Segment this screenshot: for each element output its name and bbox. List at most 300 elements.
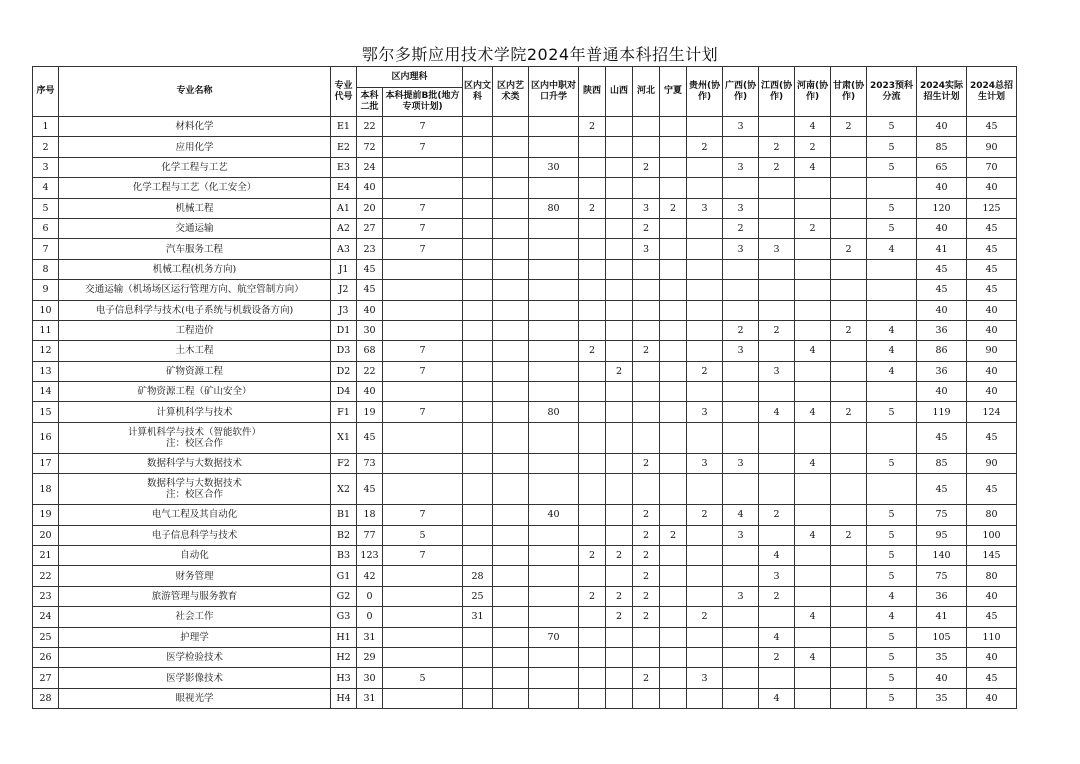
cell-pre2023 <box>867 422 917 453</box>
major-name: 机械工程 <box>175 202 214 214</box>
cell-shanxi <box>606 239 633 259</box>
cell-gansu <box>831 505 867 525</box>
cell-ningxia <box>660 688 687 708</box>
cell-hebei <box>633 627 660 647</box>
cell-guangxi <box>723 137 759 157</box>
cell-total2024: 90 <box>967 137 1017 157</box>
cell-arts <box>463 178 493 198</box>
cell-arts <box>463 137 493 157</box>
cell-jiangxi <box>759 280 795 300</box>
cell-ningxia <box>660 320 687 340</box>
cell-ningxia <box>660 280 687 300</box>
table-row <box>33 453 1017 473</box>
cell-seq: 20 <box>33 525 59 545</box>
cell-code: E2 <box>331 137 357 157</box>
table-row <box>33 239 1017 259</box>
cell-guizhou <box>687 239 723 259</box>
cell-shaanxi <box>579 320 606 340</box>
cell-arts <box>463 280 493 300</box>
cell-seq: 24 <box>33 607 59 627</box>
cell-actual2024: 75 <box>917 566 967 586</box>
cell-gansu: 2 <box>831 320 867 340</box>
cell-hebei: 2 <box>633 546 660 566</box>
cell-henan <box>795 505 831 525</box>
major-name: 医学检验技术 <box>165 652 223 664</box>
cell-shanxi <box>606 688 633 708</box>
cell-guangxi: 3 <box>723 198 759 218</box>
cell-hebei: 2 <box>633 341 660 361</box>
cell-shaanxi: 2 <box>579 546 606 566</box>
header-pre2023: 2023预科分流 <box>867 67 917 117</box>
cell-sci-early: 7 <box>383 117 463 137</box>
major-name: 电子信息科学与技术 <box>151 529 238 541</box>
cell-shaanxi <box>579 453 606 473</box>
cell-arts <box>463 668 493 688</box>
header-art-sport: 区内艺术类 <box>493 67 529 117</box>
cell-sci-early: 7 <box>383 239 463 259</box>
major-name: 应用化学 <box>175 141 214 153</box>
cell-pre2023: 5 <box>867 137 917 157</box>
cell-total2024: 110 <box>967 627 1017 647</box>
cell-total2024: 125 <box>967 198 1017 218</box>
cell-shanxi <box>606 341 633 361</box>
cell-art-sport <box>493 546 529 566</box>
cell-gansu <box>831 361 867 381</box>
cell-seq: 6 <box>33 218 59 238</box>
cell-shaanxi <box>579 422 606 453</box>
cell-seq: 14 <box>33 382 59 402</box>
cell-seq: 10 <box>33 300 59 320</box>
major-name: 机械工程(机务方向) <box>152 263 237 275</box>
major-note: 注：校区合作 <box>165 437 223 449</box>
cell-art-sport <box>493 505 529 525</box>
cell-guizhou <box>687 647 723 667</box>
cell-ningxia <box>660 453 687 473</box>
cell-shaanxi <box>579 505 606 525</box>
cell-art-sport <box>493 300 529 320</box>
cell-pre2023 <box>867 259 917 279</box>
cell-ningxia <box>660 341 687 361</box>
cell-code: D4 <box>331 382 357 402</box>
cell-guangxi: 3 <box>723 117 759 137</box>
table-row <box>33 546 1017 566</box>
table-row <box>33 525 1017 545</box>
cell-arts: 31 <box>463 607 493 627</box>
cell-gansu <box>831 627 867 647</box>
cell-code: E4 <box>331 178 357 198</box>
cell-henan <box>795 198 831 218</box>
cell-pre2023: 4 <box>867 607 917 627</box>
cell-total2024: 45 <box>967 259 1017 279</box>
cell-guizhou <box>687 218 723 238</box>
major-name: 材料化学 <box>175 121 214 133</box>
cell-hebei <box>633 300 660 320</box>
cell-shanxi <box>606 453 633 473</box>
cell-henan <box>795 280 831 300</box>
cell-pre2023: 4 <box>867 341 917 361</box>
cell-sci-b2: 31 <box>357 688 383 708</box>
cell-code: D2 <box>331 361 357 381</box>
cell-vocational <box>529 525 579 545</box>
cell-seq: 18 <box>33 474 59 505</box>
cell-gansu <box>831 157 867 177</box>
cell-jiangxi: 4 <box>759 627 795 647</box>
cell-code: G1 <box>331 566 357 586</box>
cell-guizhou <box>687 546 723 566</box>
cell-arts <box>463 546 493 566</box>
cell-actual2024: 45 <box>917 280 967 300</box>
page-title: 鄂尔多斯应用技术学院2024年普通本科招生计划 <box>361 45 719 64</box>
cell-sci-early <box>383 320 463 340</box>
cell-ningxia <box>660 668 687 688</box>
major-name: 汽车服务工程 <box>165 243 223 255</box>
cell-shanxi <box>606 627 633 647</box>
cell-seq: 15 <box>33 402 59 422</box>
cell-pre2023 <box>867 300 917 320</box>
cell-henan <box>795 320 831 340</box>
cell-henan: 4 <box>795 157 831 177</box>
cell-jiangxi <box>759 218 795 238</box>
header-seq: 序号 <box>33 67 59 117</box>
cell-shanxi: 2 <box>606 546 633 566</box>
cell-gansu <box>831 341 867 361</box>
cell-seq: 22 <box>33 566 59 586</box>
major-name: 电子信息科学与技术(电子系统与机载设备方向) <box>95 304 294 316</box>
cell-code: F2 <box>331 453 357 473</box>
cell-art-sport <box>493 218 529 238</box>
cell-henan: 4 <box>795 341 831 361</box>
cell-sci-early: 7 <box>383 218 463 238</box>
cell-actual2024: 40 <box>917 382 967 402</box>
table-row <box>33 137 1017 157</box>
cell-sci-early <box>383 453 463 473</box>
cell-pre2023: 4 <box>867 320 917 340</box>
cell-henan <box>795 474 831 505</box>
cell-art-sport <box>493 320 529 340</box>
cell-guangxi <box>723 474 759 505</box>
cell-gansu <box>831 300 867 320</box>
cell-jiangxi: 2 <box>759 647 795 667</box>
cell-actual2024: 40 <box>917 668 967 688</box>
cell-henan <box>795 422 831 453</box>
cell-shanxi <box>606 259 633 279</box>
cell-actual2024: 85 <box>917 453 967 473</box>
cell-total2024: 40 <box>967 382 1017 402</box>
cell-shanxi <box>606 525 633 545</box>
header-henan: 河南(协作) <box>795 67 831 117</box>
cell-shanxi <box>606 280 633 300</box>
cell-hebei: 2 <box>633 218 660 238</box>
cell-pre2023: 5 <box>867 668 917 688</box>
table-row <box>33 218 1017 238</box>
cell-vocational <box>529 453 579 473</box>
cell-arts <box>463 259 493 279</box>
cell-jiangxi: 2 <box>759 137 795 157</box>
cell-seq: 1 <box>33 117 59 137</box>
cell-seq: 7 <box>33 239 59 259</box>
cell-guangxi <box>723 361 759 381</box>
cell-actual2024: 40 <box>917 117 967 137</box>
cell-guangxi <box>723 402 759 422</box>
cell-seq: 19 <box>33 505 59 525</box>
cell-sci-early <box>383 586 463 606</box>
cell-sci-b2: 40 <box>357 300 383 320</box>
cell-art-sport <box>493 137 529 157</box>
cell-shaanxi: 2 <box>579 341 606 361</box>
cell-arts <box>463 474 493 505</box>
cell-sci-b2: 42 <box>357 566 383 586</box>
cell-guangxi: 3 <box>723 341 759 361</box>
cell-sci-b2: 22 <box>357 361 383 381</box>
cell-sci-b2: 45 <box>357 422 383 453</box>
major-name: 自动化 <box>180 550 209 562</box>
major-name: 医学影像技术 <box>165 672 223 684</box>
cell-gansu <box>831 647 867 667</box>
cell-code: D3 <box>331 341 357 361</box>
cell-actual2024: 85 <box>917 137 967 157</box>
cell-guizhou <box>687 157 723 177</box>
cell-vocational <box>529 607 579 627</box>
cell-gansu <box>831 566 867 586</box>
cell-seq: 8 <box>33 259 59 279</box>
header-guizhou: 贵州(协作) <box>687 67 723 117</box>
cell-arts <box>463 341 493 361</box>
cell-vocational <box>529 647 579 667</box>
table-row <box>33 627 1017 647</box>
cell-sci-b2: 18 <box>357 505 383 525</box>
cell-actual2024: 35 <box>917 688 967 708</box>
cell-vocational <box>529 422 579 453</box>
cell-shanxi <box>606 422 633 453</box>
cell-vocational <box>529 178 579 198</box>
cell-guizhou <box>687 422 723 453</box>
cell-seq: 9 <box>33 280 59 300</box>
cell-guangxi: 2 <box>723 320 759 340</box>
cell-vocational: 80 <box>529 198 579 218</box>
cell-jiangxi: 4 <box>759 402 795 422</box>
cell-guizhou: 2 <box>687 137 723 157</box>
cell-shanxi: 2 <box>606 607 633 627</box>
cell-sci-early <box>383 178 463 198</box>
cell-guangxi: 3 <box>723 525 759 545</box>
cell-guizhou <box>687 300 723 320</box>
cell-code: X1 <box>331 422 357 453</box>
cell-shanxi <box>606 382 633 402</box>
cell-ningxia <box>660 382 687 402</box>
cell-art-sport <box>493 117 529 137</box>
cell-sci-b2: 0 <box>357 607 383 627</box>
cell-major <box>59 178 331 198</box>
cell-actual2024: 45 <box>917 422 967 453</box>
cell-guizhou: 3 <box>687 402 723 422</box>
cell-art-sport <box>493 647 529 667</box>
cell-pre2023: 5 <box>867 402 917 422</box>
header-major: 专业名称 <box>59 67 331 117</box>
cell-total2024: 45 <box>967 668 1017 688</box>
cell-total2024: 40 <box>967 300 1017 320</box>
cell-ningxia <box>660 607 687 627</box>
cell-code: H3 <box>331 668 357 688</box>
cell-shaanxi <box>579 402 606 422</box>
cell-guangxi: 3 <box>723 586 759 606</box>
cell-guangxi <box>723 688 759 708</box>
cell-ningxia <box>660 586 687 606</box>
major-name: 交通运输（机场场区运行管理方向、航空管制方向） <box>85 284 304 296</box>
cell-jiangxi: 4 <box>759 546 795 566</box>
cell-arts <box>463 239 493 259</box>
cell-guizhou <box>687 688 723 708</box>
cell-guizhou <box>687 474 723 505</box>
cell-sci-b2: 40 <box>357 178 383 198</box>
cell-code: B2 <box>331 525 357 545</box>
major-name: 工程造价 <box>175 325 214 337</box>
cell-sci-b2: 68 <box>357 341 383 361</box>
cell-jiangxi: 2 <box>759 586 795 606</box>
table-row <box>33 117 1017 137</box>
cell-major <box>59 117 331 137</box>
cell-vocational <box>529 117 579 137</box>
cell-art-sport <box>493 402 529 422</box>
cell-jiangxi: 3 <box>759 566 795 586</box>
table-row <box>33 566 1017 586</box>
cell-ningxia <box>660 505 687 525</box>
cell-sci-early <box>383 688 463 708</box>
cell-gansu <box>831 668 867 688</box>
cell-sci-early <box>383 300 463 320</box>
cell-gansu <box>831 453 867 473</box>
cell-code: B3 <box>331 546 357 566</box>
cell-guizhou: 2 <box>687 607 723 627</box>
cell-gansu: 2 <box>831 239 867 259</box>
cell-total2024: 70 <box>967 157 1017 177</box>
cell-vocational <box>529 320 579 340</box>
cell-ningxia <box>660 117 687 137</box>
table-row <box>33 668 1017 688</box>
cell-art-sport <box>493 157 529 177</box>
major-name: 财务管理 <box>175 570 214 582</box>
major-name: 矿物资源工程 <box>165 365 223 377</box>
cell-jiangxi <box>759 341 795 361</box>
cell-code: A3 <box>331 239 357 259</box>
cell-shaanxi <box>579 382 606 402</box>
cell-shaanxi <box>579 157 606 177</box>
cell-code: X2 <box>331 474 357 505</box>
cell-ningxia <box>660 259 687 279</box>
cell-actual2024: 36 <box>917 320 967 340</box>
cell-jiangxi <box>759 198 795 218</box>
cell-sci-early: 5 <box>383 668 463 688</box>
cell-major <box>59 341 331 361</box>
cell-pre2023: 4 <box>867 586 917 606</box>
cell-sci-early <box>383 157 463 177</box>
cell-jiangxi <box>759 300 795 320</box>
cell-sci-early: 7 <box>383 361 463 381</box>
cell-seq: 2 <box>33 137 59 157</box>
cell-sci-early: 7 <box>383 505 463 525</box>
cell-vocational <box>529 382 579 402</box>
cell-sci-b2: 29 <box>357 647 383 667</box>
cell-actual2024: 36 <box>917 586 967 606</box>
cell-major <box>59 402 331 422</box>
cell-ningxia <box>660 474 687 505</box>
cell-hebei: 2 <box>633 586 660 606</box>
major-note: 注：校区合作 <box>165 489 223 501</box>
cell-vocational <box>529 137 579 157</box>
cell-hebei: 2 <box>633 607 660 627</box>
major-name: 旅游管理与服务教育 <box>151 591 238 602</box>
cell-hebei: 2 <box>633 453 660 473</box>
cell-shaanxi <box>579 259 606 279</box>
cell-gansu <box>831 218 867 238</box>
cell-gansu <box>831 688 867 708</box>
header-arts: 区内文科 <box>463 67 493 117</box>
cell-vocational <box>529 300 579 320</box>
cell-henan <box>795 668 831 688</box>
cell-jiangxi <box>759 474 795 505</box>
cell-actual2024: 41 <box>917 239 967 259</box>
cell-guizhou <box>687 178 723 198</box>
cell-vocational: 40 <box>529 505 579 525</box>
cell-code: G2 <box>331 586 357 606</box>
table-row <box>33 422 1017 453</box>
cell-hebei <box>633 361 660 381</box>
cell-guangxi: 3 <box>723 239 759 259</box>
cell-major <box>59 239 331 259</box>
cell-sci-early: 7 <box>383 137 463 157</box>
cell-code: E1 <box>331 117 357 137</box>
cell-arts <box>463 422 493 453</box>
cell-pre2023 <box>867 280 917 300</box>
header-shaanxi: 陕西 <box>579 67 606 117</box>
cell-major <box>59 668 331 688</box>
cell-guizhou <box>687 341 723 361</box>
cell-shaanxi: 2 <box>579 198 606 218</box>
cell-major <box>59 688 331 708</box>
cell-guangxi <box>723 668 759 688</box>
cell-guangxi <box>723 546 759 566</box>
cell-shanxi: 2 <box>606 586 633 606</box>
cell-henan <box>795 627 831 647</box>
cell-art-sport <box>493 198 529 218</box>
table-row <box>33 586 1017 606</box>
cell-sci-b2: 40 <box>357 382 383 402</box>
cell-henan <box>795 300 831 320</box>
cell-henan <box>795 259 831 279</box>
cell-code: H1 <box>331 627 357 647</box>
cell-ningxia <box>660 402 687 422</box>
table-row <box>33 198 1017 218</box>
cell-henan: 2 <box>795 137 831 157</box>
cell-total2024: 40 <box>967 320 1017 340</box>
cell-jiangxi <box>759 259 795 279</box>
table-row <box>33 688 1017 708</box>
cell-shaanxi <box>579 566 606 586</box>
cell-major <box>59 422 331 453</box>
cell-gansu <box>831 259 867 279</box>
major-name: 化学工程与工艺 <box>161 161 228 173</box>
cell-sci-b2: 30 <box>357 320 383 340</box>
cell-seq: 25 <box>33 627 59 647</box>
cell-sci-b2: 19 <box>357 402 383 422</box>
cell-pre2023: 4 <box>867 361 917 381</box>
cell-arts <box>463 300 493 320</box>
cell-arts <box>463 218 493 238</box>
cell-pre2023: 5 <box>867 525 917 545</box>
major-name: 矿物资源工程（矿山安全） <box>137 386 252 398</box>
cell-shaanxi <box>579 647 606 667</box>
cell-arts <box>463 320 493 340</box>
cell-guangxi: 4 <box>723 505 759 525</box>
